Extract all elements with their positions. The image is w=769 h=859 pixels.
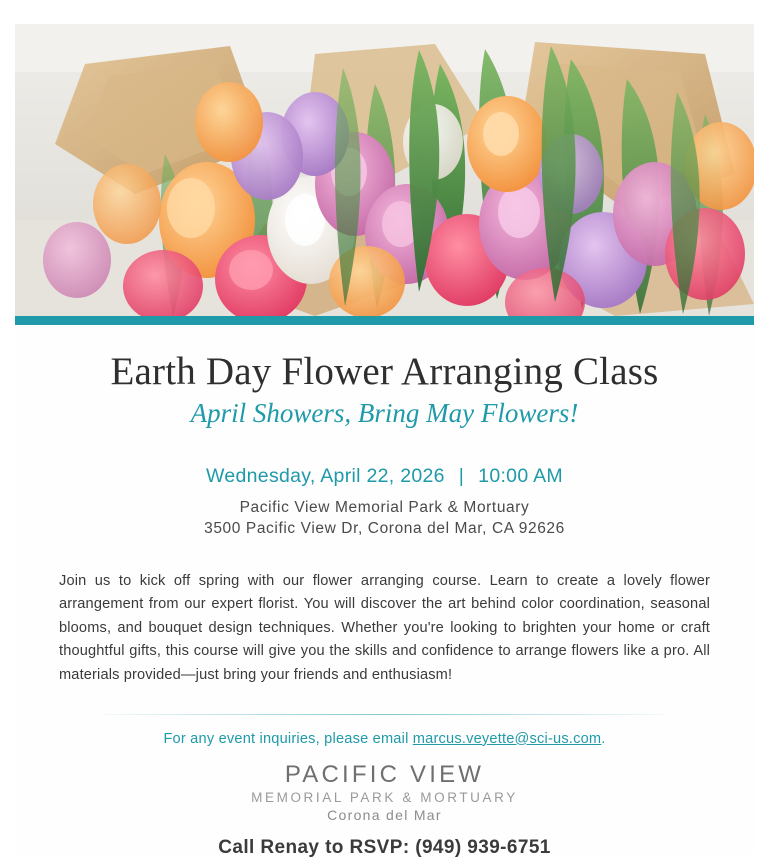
event-description: Join us to kick off spring with our flower arranging course. Learn to create a lovely flower arrangement from our expert florist. You will discover the art behind color coordination, seasonal blooms, and bouquet design techniques. Whether you're looking to brighten your home or craft thoughtful gifts, this course will give you the skills and confidence to arrange flowers like a pro. All materials provided—just bring your friends and enthusiasm! [59,572,710,684]
flyer-sheet [15,24,754,858]
flower-bouquet-photo [15,24,754,316]
inquiry-prefix: For any event inquiries, please email [163,730,413,747]
event-venue [53,498,716,540]
inquiry-line [53,731,716,747]
datetime-separator: | [458,464,465,487]
venue-name: Pacific View Memorial Park & Mortuary [239,498,530,516]
organization-logo [53,761,716,823]
contact-email-link[interactable]: marcus.veyette@sci-us.com [412,730,602,747]
page-subtitle: April Showers, Bring May Flowers! [190,397,579,428]
venue-address: 3500 Pacific View Dr, Corona del Mar, CA 92626 [204,519,565,537]
logo-name: PACIFIC VIEW [284,760,485,788]
event-datetime [53,465,716,488]
flyer-content [15,328,754,859]
inquiry-suffix: . [601,730,606,747]
rsvp-line: Call Renay to RSVP: (949) 939-6751 [218,836,551,858]
page-title: Earth Day Flower Arranging Class [110,350,659,393]
event-time: 10:00 AM [478,464,563,487]
logo-city: Corona del Mar [327,806,442,823]
hero-image [15,24,754,316]
section-divider [105,714,665,715]
accent-divider [15,316,754,325]
event-date: Wednesday, April 22, 2026 [206,464,445,487]
logo-tagline: MEMORIAL PARK & MORTUARY [251,789,518,805]
